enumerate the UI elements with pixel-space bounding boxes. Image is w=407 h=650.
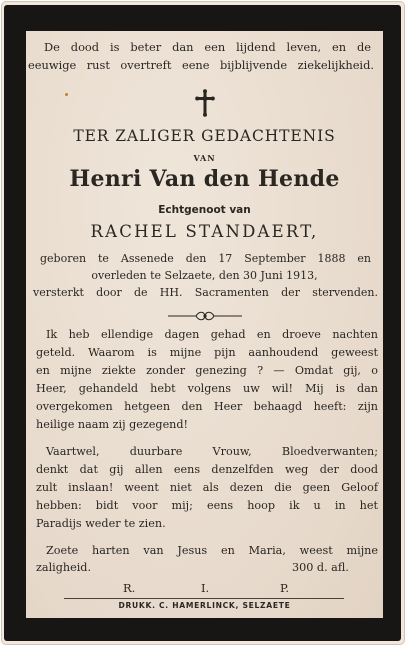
paragraph2-line-2: denkt dat gij allen eens denzelfden weg der dood: [36, 463, 378, 476]
paragraph1-line-1: Ik heb ellendige dagen gehad en droeve nachten: [46, 328, 378, 341]
printer-imprint: DRUKK. C. HAMERLINCK, SELZAETE: [118, 601, 291, 610]
paragraph1-line-5: overgekomen hetgeen den Heer behaagd heeft: zijn: [36, 400, 378, 413]
paragraph1-line-2: geteld. Waarom is mijne pijn aanhoudend geweest: [36, 346, 378, 359]
memorial-heading: TER ZALIGER GEDACHTENIS: [73, 127, 336, 145]
spouse-label: Echtgenoot van: [158, 204, 251, 216]
paragraph1-line-3: en mijne ziekte zonder genezing ? — Omdat gij, o: [36, 364, 378, 377]
cross-icon: [195, 89, 215, 117]
prayer-line-2: zaligheid.: [36, 561, 92, 574]
quote-line-2: eeuwige rust overtreft eene bijblijvende ziekelijkheid.: [28, 58, 374, 72]
ink-spot: [65, 93, 68, 96]
paragraph2-line-4: hebben: bidt voor mij; eens hoop ik u in het: [36, 499, 378, 512]
rip-letter-p: P.: [280, 581, 290, 595]
rip-letter-r: R.: [123, 581, 136, 595]
spouse-name: RACHEL STANDAERT,: [90, 222, 319, 241]
paragraph1-line-6: heilige naam zij gezegend!: [36, 418, 189, 431]
rip-letter-i: I.: [201, 581, 210, 595]
paragraph1-line-4: Heer, gehandeld hebt volgens uw wil! Mij is dan: [36, 382, 378, 395]
paragraph2-line-5: Paradijs weder te zien.: [36, 517, 166, 530]
prayer-line-1: Zoete harten van Jesus en Maria, weest mijne: [46, 544, 378, 557]
bio-line-3: versterkt door de HH. Sacramenten der stervenden.: [33, 286, 378, 299]
indulgence-note: 300 d. afl.: [292, 561, 349, 574]
quote-line-1: De dood is beter dan een lijdend leven, en de: [44, 40, 371, 54]
deceased-name: Henri Van den Hende: [69, 166, 340, 192]
bio-line-2: overleden te Selzaete, den 30 Juni 1913,: [91, 269, 318, 282]
bio-line-1: geboren te Assenede den 17 September 1888 en: [40, 252, 371, 265]
paragraph2-line-3: zult inslaan! weent niet als dezen die geen Geloof: [36, 481, 378, 494]
scroll-ornament-divider: [166, 311, 244, 321]
paragraph2-line-1: Vaartwel, duurbare Vrouw, Bloedverwanten;: [46, 445, 378, 458]
card-paper: [26, 31, 383, 618]
printer-rule: [64, 598, 344, 599]
van-label: VAN: [193, 153, 216, 163]
